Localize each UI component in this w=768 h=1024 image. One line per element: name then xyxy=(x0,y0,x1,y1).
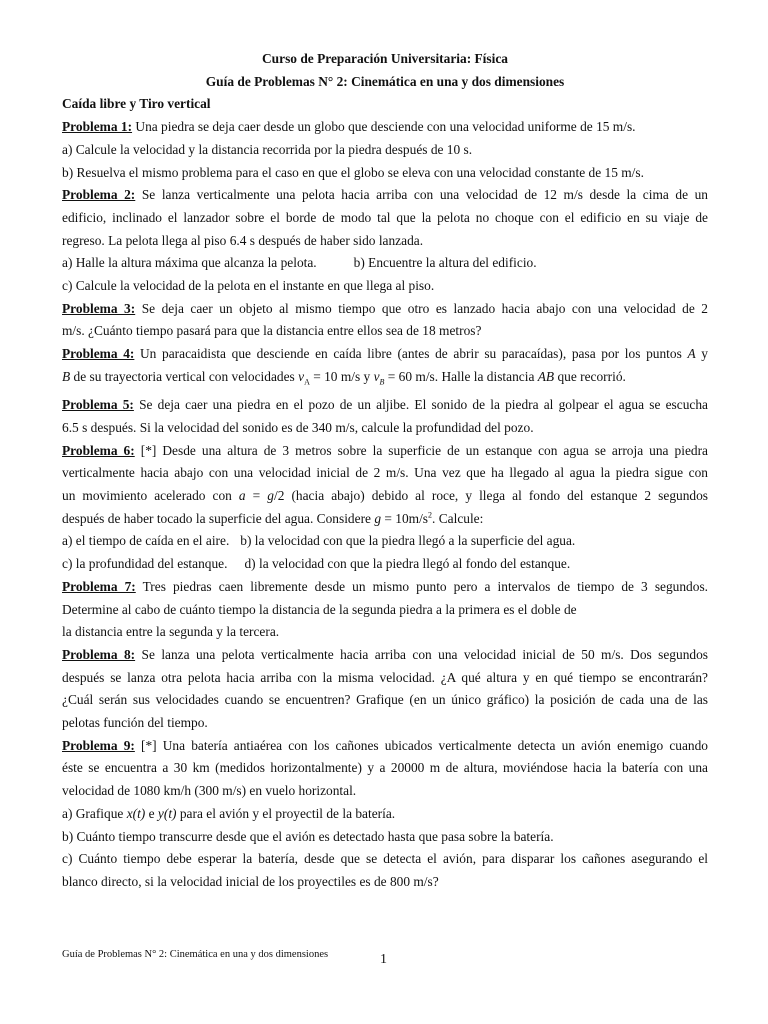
problem-7-line-3: la distancia entre la segunda y la tercera. xyxy=(62,624,280,640)
problem-4-label: Problema 4: xyxy=(62,346,135,362)
problem-3-label: Problema 3: xyxy=(62,300,136,316)
problem-1-part-b: b) Resuelva el mismo problema para el caso en que el globo se eleva con una velocidad constante de 15 m/s. xyxy=(62,164,644,180)
problem-7-line-1: Problema 7: Tres piedras caen libremente desde un mismo punto pero a intervalos de tiempo de 3 segundos. xyxy=(62,578,709,594)
problem-5-label: Problema 5: xyxy=(62,397,134,413)
problem-9-part-a: a) Grafique x(t) e y(t) para el avión y el proyectil de la batería. xyxy=(62,805,396,821)
page-footer: Guía de Problemas N° 2: Cinemática en una y dos dimensiones xyxy=(62,949,329,960)
problem-5-line-2: 6.5 s después. Si la velocidad del sonido es de 340 m/s, calcule la profundidad del pozo. xyxy=(62,419,534,435)
problem-4-line-1: Problema 4: Un paracaidista que desciende en caída libre (antes de abrir su paracaídas), pasa por los puntos A y xyxy=(62,346,708,362)
problem-3-line-2: m/s. ¿Cuánto tiempo pasará para que la distancia entre ellos sea de 18 metros? xyxy=(62,323,482,339)
problem-9-line-2: éste se encuentra a 30 km (medidos horizontalmente) y a 20000 m de altura, moviéndose hacia la batería con una xyxy=(62,760,708,776)
problem-2-line-1: Problema 2: Se lanza verticalmente una pelota hacia arriba con una velocidad de 12 m/s desde la cima de un xyxy=(62,187,708,203)
problem-4-line-2: B de su trayectoria vertical con velocidades $v_A = 10$ m/s y $v_B = 60$ m/s. Halle la distancia AB que recorrió. xyxy=(62,368,626,387)
problem-6-label: Problema 6: xyxy=(62,442,135,458)
problem-5-line-1: Problema 5: Se deja caer una piedra en el pozo de un aljibe. El sonido de la piedra al golpear el agua se escucha xyxy=(62,397,708,413)
page-number: 1 xyxy=(380,952,387,967)
problem-6-line-3: un movimiento acelerado con a = g/2 (hacia abajo) debido al roce, y llega al fondo del estanque 2 segundos xyxy=(62,488,709,504)
problem-8-line-1: Problema 8: Se lanza una pelota verticalmente hacia arriba con una velocidad inicial de 50 m/s. Dos segundos xyxy=(62,646,708,662)
problem-6-parts-cd: c) la profundidad del estanque. d) la velocidad con que la piedra llegó al fondo del estanque. xyxy=(62,556,571,572)
problem-3-line-1: Problema 3: Se deja caer un objeto al mismo tiempo que otro es lanzado hacia abajo con una velocidad de 2 xyxy=(62,300,708,316)
section-heading: Caída libre y Tiro vertical xyxy=(62,96,211,112)
problem-9-part-c-line-1: c) Cuánto tiempo debe esperar la batería, desde que se detecta el avión, para disparar los cañones asegurando el xyxy=(62,851,708,867)
problem-2-parts-ab: a) Halle la altura máxima que alcanza la pelota. b) Encuentre la altura del edificio. xyxy=(62,255,537,271)
problem-6-line-2: verticalmente hacia abajo con una velocidad inicial de 2 m/s. Una vez que ha llegado al agua la piedra sigue con xyxy=(62,465,708,481)
problem-1-label: Problema 1: xyxy=(62,119,133,135)
problem-7-label: Problema 7: xyxy=(62,578,136,594)
problem-6-line-1: Problema 6: [*] Desde una altura de 3 metros sobre la superficie de un estanque con agua se arroja una piedra xyxy=(62,442,708,458)
problem-8-line-3: ¿Cuál serán sus velocidades cuando se encuentren? Grafique (en un único gráfico) la posición de cada una de las xyxy=(62,692,708,708)
problem-9-part-b: b) Cuánto tiempo transcurre desde que el avión es detectado hasta que pasa sobre la batería. xyxy=(62,828,554,844)
problem-2-label: Problema 2: xyxy=(62,187,136,203)
problem-8-label: Problema 8: xyxy=(62,646,136,662)
problem-8-line-2: después se lanza otra pelota hacia arriba con la misma velocidad. ¿A qué altura y en qué tiempo se encontrarán? xyxy=(62,669,708,685)
problem-7-line-2: Determine al cabo de cuánto tiempo la distancia de la segunda piedra a la primera es el doble de xyxy=(62,601,577,617)
problem-2-part-c: c) Calcule la velocidad de la pelota en el instante en que llega al piso. xyxy=(62,278,435,294)
problem-1: Problema 1: Una piedra se deja caer desde un globo que desciende con una velocidad uniforme de 15 m/s. xyxy=(62,119,636,135)
guide-title: Guía de Problemas N° 2: Cinemática en una y dos dimensiones xyxy=(205,73,565,89)
problem-9-line-3: velocidad de 1080 km/h (300 m/s) en vuelo horizontal. xyxy=(62,783,357,799)
document-body xyxy=(62,48,708,894)
problem-6-parts-ab: a) el tiempo de caída en el aire. b) la velocidad con que la piedra llegó a la superficie del agua. xyxy=(62,533,576,549)
problem-8-line-4: pelotas función del tiempo. xyxy=(62,715,208,731)
problem-2-line-2: edificio, inclinado el lanzador sobre el borde de modo tal que la pelota no choque con el edificio en su viaje de xyxy=(62,209,708,225)
problem-9-part-c-line-2: blanco directo, si la velocidad inicial de los proyectiles es de 800 m/s? xyxy=(62,873,439,889)
problem-1-part-a: a) Calcule la velocidad y la distancia recorrida por la piedra después de 10 s. xyxy=(62,141,473,157)
course-title: Curso de Preparación Universitaria: Física xyxy=(262,51,508,66)
problem-9-label: Problema 9: xyxy=(62,737,135,753)
problem-2-line-3: regreso. La pelota llega al piso 6.4 s después de haber sido lanzada. xyxy=(62,232,424,248)
problem-9-line-1: Problema 9: [*] Una batería antiaérea con los cañones ubicados verticalmente detecta un avión enemigo cuando xyxy=(62,737,708,753)
problem-6-line-4: después de haber tocado la superficie del agua. Considere $g = 10m/s^2$. Calcule: xyxy=(62,510,484,526)
